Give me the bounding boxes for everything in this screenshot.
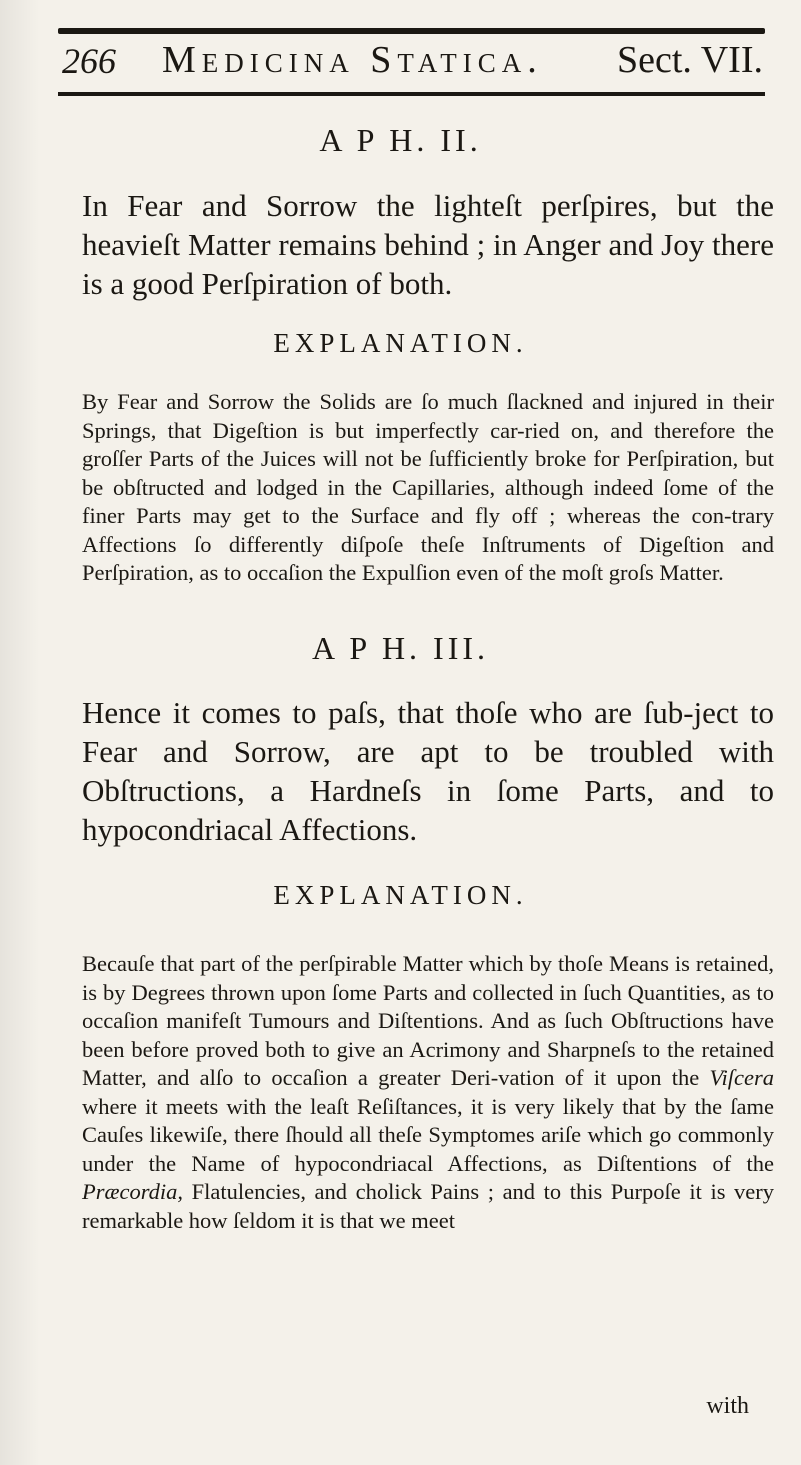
explanation-2-italic-viscera: Viſcera	[709, 1065, 775, 1090]
aphorism-2-text: In Fear and Sorrow the lighteſt perſpires, but the heavieſt Matter remains behind ; in Anger and Joy there is a good Perſpiration of both.	[82, 188, 774, 301]
explanation-1-heading: EXPLANATION.	[273, 328, 528, 358]
explanation-2-text-c: Flatulencies, and cholick Pains ; and to this Purpoſe it is very remarkable how ſeldom it is that we meet	[82, 1179, 775, 1233]
header-rule-bottom	[58, 92, 765, 96]
page-header	[62, 30, 763, 88]
page-number: 266	[62, 41, 116, 81]
section-reference: Sect. VII.	[617, 39, 763, 81]
explanation-2-text-b: where it meets with the leaſt Reſiſtances, it is very likely that by the ſame Cauſes likewiſe, there ſhould all theſe Symptomes ariſe which go commonly under the Name of hypocondriacal Affections, as Diſtentions of the	[82, 1093, 774, 1176]
explanation-2-italic-praecordia: Præcordia,	[82, 1179, 184, 1204]
aphorism-2-heading: A P H. II.	[319, 122, 482, 158]
explanation-2-text	[82, 950, 774, 1235]
catchword: with	[706, 1393, 749, 1419]
explanation-1-text: By Fear and Sorrow the Solids are ſo much ſlackned and injured in their Springs, that Digeſtion is but imperfectly car-ried on, and therefore the groſſer Parts of the Juices will not be ſufficiently broke for Perſpiration, but be obſtructed and lodged in the Capillaries, although indeed ſome of the finer Parts may get to the Surface and fly off ; whereas the con-trary Affections ſo differently diſpoſe theſe Inſtruments of Digeſtion and Perſpiration, as to occaſion the Expulſion even of the moſt groſs Matter.	[82, 389, 774, 585]
running-title: Medicina Statica.	[162, 39, 543, 81]
aphorism-3-text: Hence it comes to paſs, that thoſe who are ſub-ject to Fear and Sorrow, are apt to be troubled with Obſtructions, a Hardneſs in ſome Parts, and to hypocondriacal Affections.	[82, 695, 774, 847]
page-shadow	[0, 0, 40, 1465]
explanation-2-heading: EXPLANATION.	[273, 880, 528, 910]
explanation-2-text-a: Becauſe that part of the perſpirable Matter which by thoſe Means is retained, is by Degrees thrown upon ſome Parts and collected in ſuch Quantities, as to occaſion manifeſt Tumours and Diſtentions. And as ſuch Obſtructions have been before proved both to give an Acrimony and Sharpneſs to the retained Matter, and alſo to occaſion a greater Deri-vation of it upon the	[82, 951, 774, 1090]
aphorism-3-heading: A P H. III.	[311, 630, 490, 666]
